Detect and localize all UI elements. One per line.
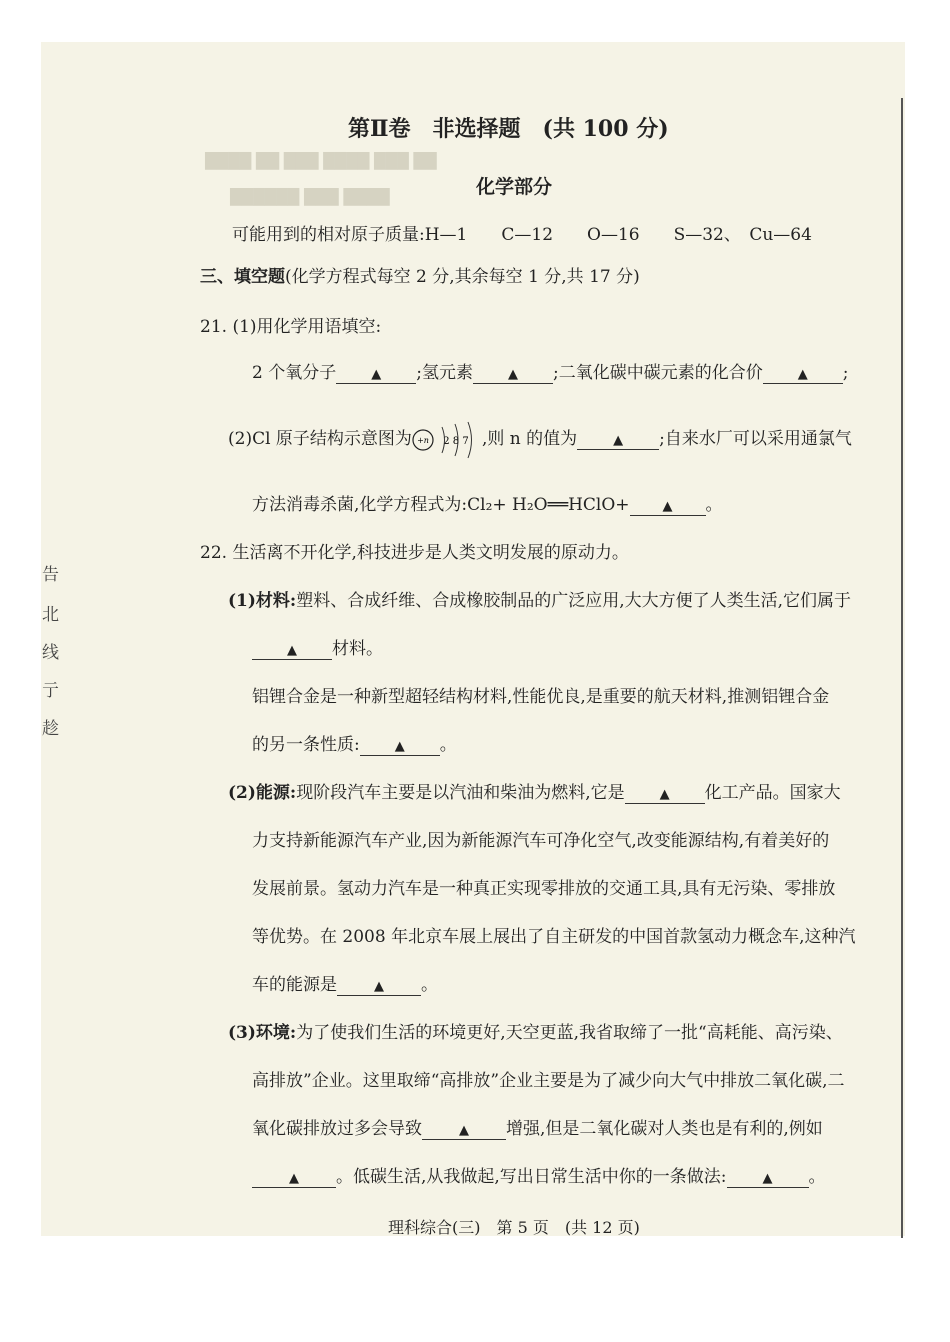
blank-triangle: ▲ bbox=[371, 367, 382, 382]
section-subtitle: 化学部分 bbox=[476, 176, 553, 198]
q21-text-2b: ,则 n 的值为 bbox=[481, 429, 578, 449]
q22-s3-line3-text: 氧化碳排放过多会导致 bbox=[252, 1119, 422, 1139]
q22-s1-line2 bbox=[252, 638, 383, 660]
q21-text-d: ; bbox=[842, 363, 849, 383]
section-heading bbox=[200, 266, 640, 288]
margin-char-4: 亍 bbox=[42, 681, 59, 701]
q21-text-a: 2 个氧分子 bbox=[252, 363, 337, 383]
section-note: (化学方程式每空 2 分,其余每空 1 分,共 17 分) bbox=[285, 267, 640, 287]
q22-s2-line2: 力支持新能源汽车产业,因为新能源汽车可净化空气,改变能源结构,有着美好的 bbox=[252, 831, 830, 851]
q22-s1-line1 bbox=[228, 590, 851, 612]
atom-shell-label: 2 8 7 bbox=[443, 435, 469, 447]
blank-triangle: ▲ bbox=[394, 739, 405, 754]
atomic-masses: 可能用到的相对原子质量:H—1 C—12 O—16 S—32、 Cu—64 bbox=[232, 225, 812, 245]
blank-triangle: ▲ bbox=[289, 1171, 299, 1186]
exam-page bbox=[41, 42, 905, 1236]
q21-text-3b: 。 bbox=[705, 495, 723, 515]
page-footer: 理科综合(三) 第 5 页 (共 12 页) bbox=[388, 1218, 640, 1237]
q22-s2-label: (2)能源: bbox=[228, 783, 297, 803]
q21-text-b: ;氢元素 bbox=[416, 363, 473, 383]
q22-s2-line5 bbox=[252, 974, 438, 996]
q21-text-2a: (2)Cl 原子结构示意图为 bbox=[228, 429, 412, 449]
q21-line3 bbox=[252, 494, 723, 516]
page-title: 第Ⅱ卷 非选择题 (共 100 分) bbox=[348, 116, 669, 142]
blank-triangle: ▲ bbox=[762, 1171, 773, 1186]
q22-s2-text-b: 化工产品。国家大 bbox=[704, 783, 841, 803]
q22-s1-text: 塑料、合成纤维、合成橡胶制品的广泛应用,大大方便了人类生活,它们属于 bbox=[296, 591, 852, 611]
page-edge-line bbox=[901, 98, 903, 1238]
q22-s3-line2: 高排放”企业。这里取缔“高排放”企业主要是为了减少向大气中排放二氧化碳,二 bbox=[252, 1071, 845, 1091]
answer-blank-co2-effect[interactable] bbox=[422, 1119, 506, 1140]
answer-blank-material-type[interactable] bbox=[252, 639, 332, 660]
q22-s2-text-a: 现阶段汽车主要是以汽油和柴油为燃料,它是 bbox=[296, 783, 625, 803]
q22-s1-line4-end: 。 bbox=[439, 735, 457, 755]
answer-blank-hydrogen-element[interactable] bbox=[473, 363, 553, 384]
q22-s3-line4-text: 。低碳生活,从我做起,写出日常生活中你的一条做法: bbox=[336, 1167, 727, 1187]
q22-s2-line3: 发展前景。氢动力汽车是一种真正实现零排放的交通工具,具有无污染、零排放 bbox=[252, 879, 836, 899]
margin-char-3: 线 bbox=[42, 643, 59, 663]
blank-triangle: ▲ bbox=[374, 979, 384, 994]
q22-s1-line2-text: 材料。 bbox=[332, 639, 383, 659]
margin-char-2: 北 bbox=[42, 605, 59, 625]
atom-nucleus-label: +n bbox=[417, 435, 429, 445]
bleed-through-text-2: ██████ ███ ████ bbox=[230, 188, 390, 206]
q22-intro: 22. 生活离不开化学,科技进步是人类文明发展的原动力。 bbox=[200, 543, 629, 563]
q22-s2-line5-text: 车的能源是 bbox=[252, 975, 337, 995]
blank-triangle: ▲ bbox=[797, 367, 808, 382]
q21-text-3a: 方法消毒杀菌,化学方程式为:Cl₂+ H₂O══HClO+ bbox=[252, 495, 630, 515]
blank-triangle: ▲ bbox=[662, 499, 673, 514]
blank-triangle: ▲ bbox=[287, 643, 297, 658]
q22-s2-line1 bbox=[228, 782, 841, 804]
answer-blank-alloy-property[interactable] bbox=[360, 735, 440, 756]
q22-s1-line4 bbox=[252, 734, 457, 756]
margin-char-5: 趁 bbox=[42, 719, 59, 739]
q22-s1-line4-text: 的另一条性质: bbox=[252, 735, 360, 755]
q22-s2-line5-end: 。 bbox=[421, 975, 438, 995]
q22-s2-line4: 等优势。在 2008 年北京车展上展出了自主研发的中国首款氢动力概念车,这种汽 bbox=[252, 927, 856, 947]
section-title: 三、填空题 bbox=[200, 267, 285, 287]
q22-s1-line3: 铝锂合金是一种新型超轻结构材料,性能优良,是重要的航天材料,推测铝锂合金 bbox=[252, 687, 830, 707]
answer-blank-fuel-source[interactable] bbox=[625, 783, 705, 804]
answer-blank-oxygen-molecules[interactable] bbox=[336, 363, 416, 384]
q22-s3-line1 bbox=[228, 1022, 843, 1044]
q21-text-c: ;二氧化碳中碳元素的化合价 bbox=[552, 363, 763, 383]
q21-intro: 21. (1)用化学用语填空: bbox=[200, 317, 382, 337]
blank-triangle: ▲ bbox=[507, 367, 518, 382]
blank-triangle: ▲ bbox=[613, 433, 624, 448]
chlorine-atom-diagram bbox=[412, 429, 482, 451]
answer-blank-low-carbon-action[interactable] bbox=[727, 1167, 809, 1188]
blank-triangle: ▲ bbox=[459, 1123, 469, 1138]
q22-s3-line3-end: 增强,但是二氧化碳对人类也是有利的,例如 bbox=[506, 1119, 823, 1139]
blank-triangle: ▲ bbox=[659, 787, 670, 802]
margin-char-1: 告 bbox=[42, 565, 59, 585]
q21-line1 bbox=[252, 362, 848, 384]
answer-blank-n-value[interactable] bbox=[577, 429, 659, 450]
q22-s3-line4 bbox=[252, 1166, 826, 1188]
answer-blank-equation-product[interactable] bbox=[630, 495, 706, 516]
q22-s3-line4-end: 。 bbox=[808, 1167, 826, 1187]
answer-blank-car-energy[interactable] bbox=[337, 975, 421, 996]
q22-s3-text: 为了使我们生活的环境更好,天空更蓝,我省取缔了一批“高耗能、高污染、 bbox=[296, 1023, 843, 1043]
q22-s1-label: (1)材料: bbox=[228, 591, 297, 611]
answer-blank-co2-benefit[interactable] bbox=[252, 1167, 336, 1188]
atom-structure-svg bbox=[412, 421, 482, 459]
q21-text-2c: ;自来水厂可以采用通氯气 bbox=[659, 429, 852, 449]
q22-s3-line3 bbox=[252, 1118, 823, 1140]
q21-line2 bbox=[228, 428, 852, 451]
bleed-through-text: ████ ██ ███ ████ ███ ██ bbox=[205, 152, 437, 170]
answer-blank-carbon-valence[interactable] bbox=[763, 363, 843, 384]
q22-s3-label: (3)环境: bbox=[228, 1023, 297, 1043]
